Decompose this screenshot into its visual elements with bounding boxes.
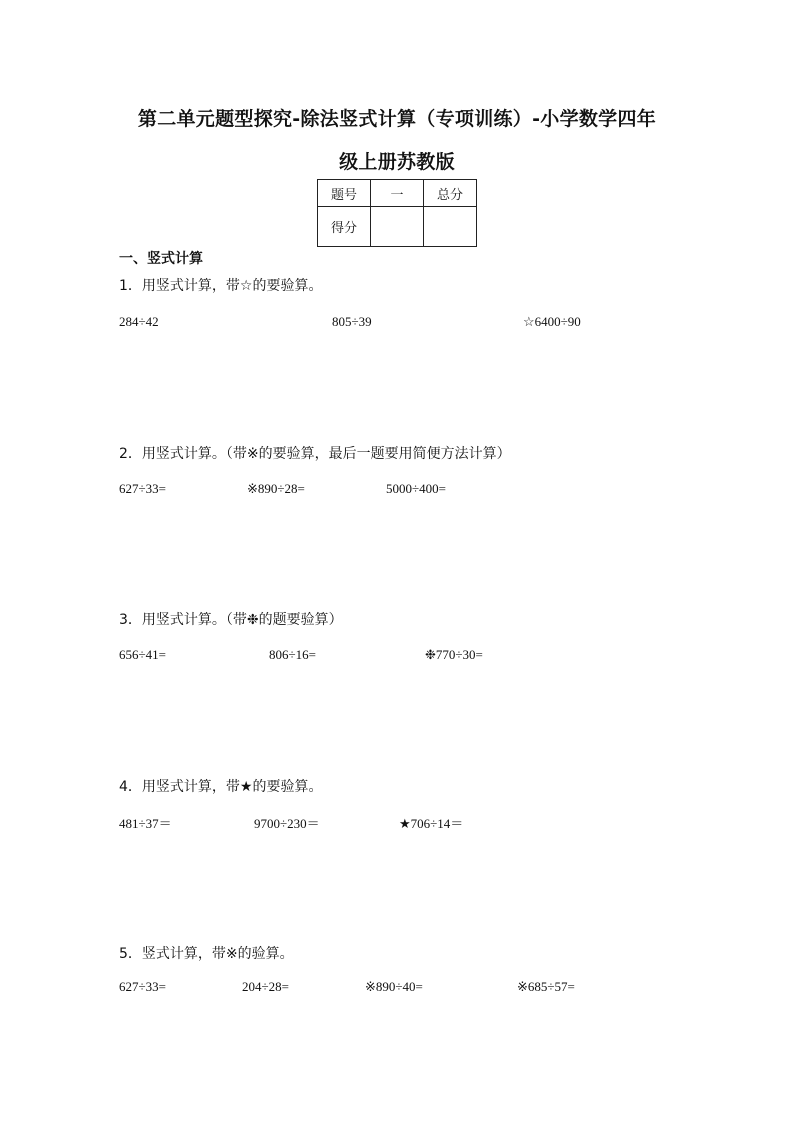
question-3-expr-3: ❉770÷30= [425, 647, 483, 662]
section-heading: 一、竖式计算 [119, 251, 203, 267]
question-5-expr-4: ※685÷57= [517, 979, 575, 994]
question-2-expr-2: ※890÷28= [247, 481, 305, 496]
question-1-expr-1: 284÷42 [119, 314, 159, 329]
score-table-score-row [318, 207, 477, 247]
question-4-expr-1: 481÷37＝ [119, 816, 172, 831]
question-3-expr-1: 656÷41= [119, 647, 166, 662]
question-4-expr-3: ★706÷14＝ [399, 816, 464, 831]
score-table-header-row [318, 180, 477, 207]
question-2-expr-1: 627÷33= [119, 481, 166, 496]
score-cell-total[interactable] [424, 207, 477, 247]
question-3-prompt: 3．用竖式计算。（带❉的题要验算） [119, 612, 343, 628]
question-4-expr-2: 9700÷230＝ [254, 816, 320, 831]
question-1-prompt: 1．用竖式计算，带☆的要验算。 [119, 278, 323, 294]
page-title-line-1: 第二单元题型探究-除法竖式计算（专项训练）-小学数学四年 [137, 108, 657, 130]
score-cell-part-one[interactable] [371, 207, 424, 247]
question-5-expr-2: 204÷28= [242, 979, 289, 994]
question-2-prompt: 2．用竖式计算。（带※的要验算，最后一题要用简便方法计算） [119, 446, 511, 462]
question-5-prompt: 5．竖式计算，带※的验算。 [119, 946, 294, 962]
question-1-expr-2: 805÷39 [332, 314, 372, 329]
question-1-expr-3: ☆6400÷90 [523, 314, 581, 329]
question-2-expr-3: 5000÷400= [386, 481, 446, 496]
score-header-total: 总分 [424, 180, 477, 207]
score-table [317, 179, 477, 247]
score-row-label: 得分 [318, 207, 371, 247]
question-5-expr-3: ※890÷40= [365, 979, 423, 994]
question-3-expr-2: 806÷16= [269, 647, 316, 662]
page-title-line-2: 级上册苏教版 [339, 151, 455, 173]
score-header-part-one: 一 [371, 180, 424, 207]
question-4-prompt: 4．用竖式计算，带★的要验算。 [119, 779, 323, 795]
question-5-expr-1: 627÷33= [119, 979, 166, 994]
score-header-question-no: 题号 [318, 180, 371, 207]
